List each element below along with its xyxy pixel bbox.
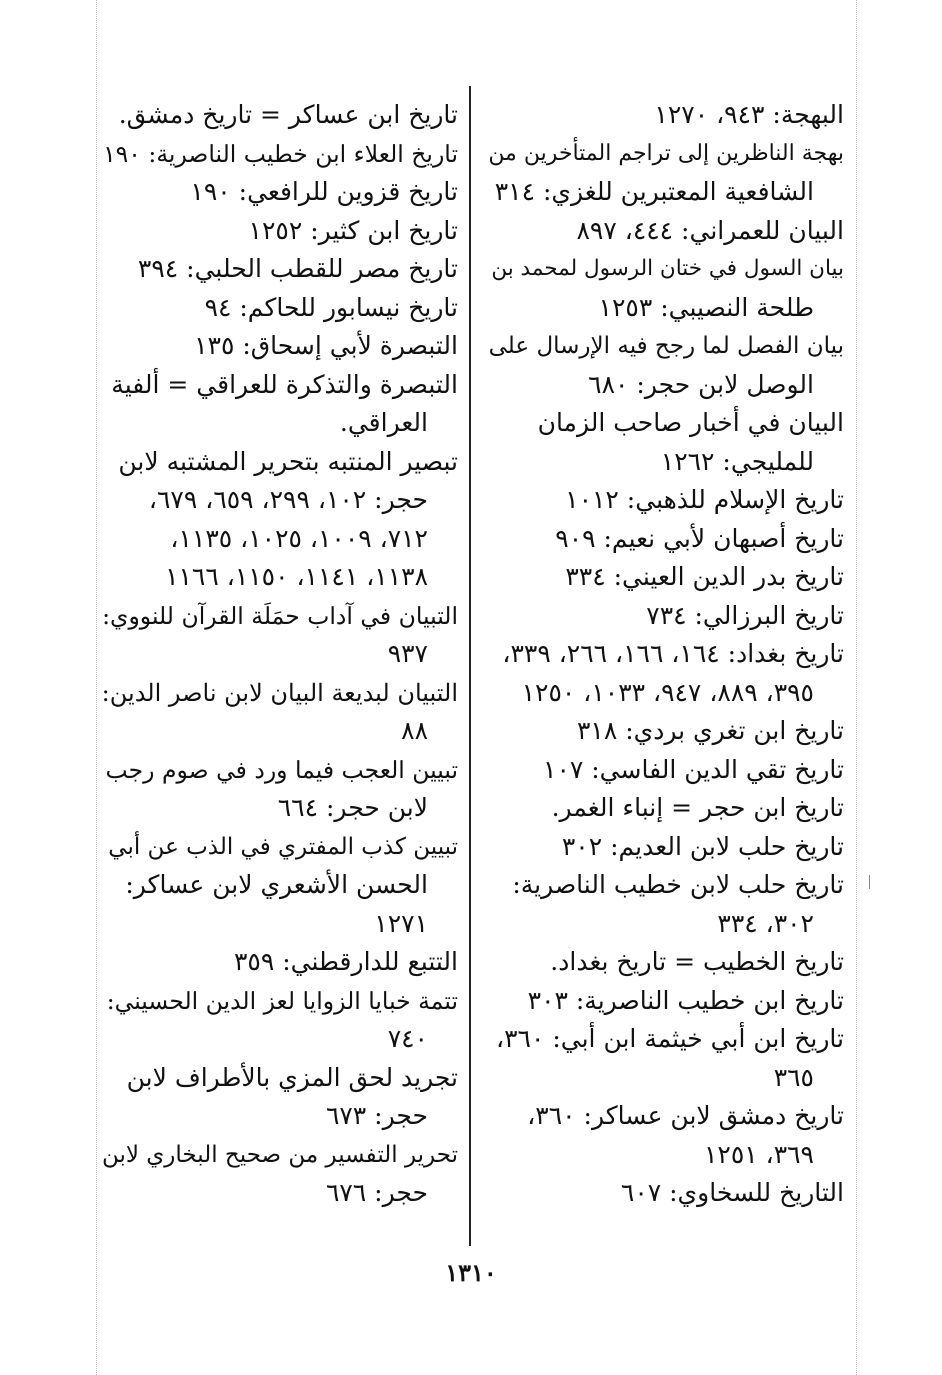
entry-continuation-line: ٩٣٧ [387,639,428,668]
column-divider [469,86,471,1246]
entry-line: تاريخ دمشق لابن عساكر: ٣٦٠، [527,1101,844,1130]
entry-continuation-line: ٣٦٥ [773,1062,814,1092]
index-entry [102,751,458,828]
entry-continuation-line: ٣٠٢، ٣٣٤ [717,908,814,938]
entry-line: البيان في أخبار صاحب الزمان [537,408,844,437]
entry-line: تاريخ مصر للقطب الحلبي: ٣٩٤ [137,254,458,283]
entry-line: التبصرة والتذكرة للعراقي = ألفية [111,369,458,399]
index-entry [486,828,844,867]
entry-continuation-line: ٣٩٥، ٨٨٩، ٩٤٧، ١٠٣٣، ١٢٥٠ [521,677,814,707]
entry-line: تاريخ البرزالي: ٧٣٤ [646,600,844,630]
index-entry [486,558,844,597]
index-entry [486,789,844,828]
index-entry [102,96,458,135]
entry-line: تبيين كذب المفتري في الذب عن أبي [108,833,458,860]
entry-line: تجريد لحق المزي بالأطراف لابن [126,1062,458,1092]
scan-dotted-line [856,0,857,1375]
index-entry [102,443,458,597]
margin-mark [869,875,870,889]
entry-line: تاريخ ابن خطيب الناصرية: ٣٠٣ [527,985,844,1015]
entry-line: التتبع للدارقطني: ٣٥٩ [234,947,458,976]
index-entry [102,173,458,212]
index-entry [486,982,844,1021]
entry-line: تاريخ حلب لابن العديم: ٣٠٢ [561,831,844,861]
entry-line: تاريخ ابن كثير: ١٢٥٢ [248,215,458,245]
entry-continuation-line: حجر: ٦٧٦ [325,1178,428,1207]
entry-line: بهجة الناظرين إلى تراجم المتأخرين من [488,140,844,166]
entry-line: تاريخ العلاء ابن خطيب الناصرية: ١٩٠ [103,139,458,168]
index-entry [486,520,844,559]
entry-line: تاريخ بغداد: ١٦٤، ١٦٦، ٢٦٦، ٣٣٩، [502,639,844,668]
entry-line: البهجة: ٩٤٣، ١٢٧٠ [654,100,844,129]
entry-line: بيان الفصل لما رجح فيه الإرسال على [488,333,844,359]
index-entry [486,866,844,943]
entry-line: تاريخ قزوين للرافعي: ١٩٠ [190,177,458,206]
index-entry [102,289,458,328]
entry-line: التاريخ للسخاوي: ٦٠٧ [620,1178,844,1207]
index-entry [486,96,844,135]
index-entry [102,250,458,289]
page-number: ١٣١٠ [445,1258,497,1287]
index-entry [486,712,844,751]
entry-line: تاريخ ابن تغري بردي: ٣١٨ [576,716,844,745]
entry-continuation-line: طلحة النصيبي: ١٢٥٣ [598,292,814,322]
index-entry [102,212,458,251]
index-entry [102,1059,458,1136]
index-column-left [102,96,458,1213]
entry-line: التبيان في آداب حمَلَة القرآن للنووي: [102,601,458,630]
index-entry [486,481,844,520]
entry-line: تاريخ ابن عساكر = تاريخ دمشق. [118,100,458,129]
entry-line: تاريخ الخطيب = تاريخ بغداد. [550,947,844,976]
entry-line: تبيين العجب فيما ورد في صوم رجب [105,755,458,784]
index-entry [102,674,458,751]
entry-continuation-line: الحسن الأشعري لابن عساكر: [125,870,428,899]
entry-line: تاريخ بدر الدين العيني: ٣٣٤ [565,562,844,591]
entry-line: تتمة خبايا الزوايا لعز الدين الحسيني: [106,986,458,1015]
entry-line: تبصير المنتبه بتحرير المشتبه لابن [118,446,458,476]
index-entry [102,1136,458,1213]
entry-continuation-line: لابن حجر: ٦٦٤ [277,793,428,822]
index-entry [102,366,458,443]
entry-line: التبيان لبديعة البيان لابن ناصر الدين: [101,678,458,707]
entry-continuation-line: ٨٨ [401,716,428,745]
index-entry [486,597,844,636]
entry-continuation-line: ١١٣٨، ١١٤١، ١١٥٠، ١١٦٦ [165,562,428,591]
index-entry [486,635,844,712]
entry-line: تاريخ نيسابور للحاكم: ٩٤ [204,292,458,322]
index-entry [486,1174,844,1213]
index-entry [102,982,458,1059]
entry-line: تاريخ حلب لابن خطيب الناصرية: [512,870,844,899]
entry-line: تاريخ ابن حجر = إنباء الغمر. [551,793,844,822]
index-entry [102,943,458,982]
index-entry [486,250,844,327]
scan-dotted-line [96,0,97,1375]
index-entry [486,1020,844,1097]
entry-line: تاريخ أصبهان لأبي نعيم: ٩٠٩ [555,523,844,553]
entry-line: التبصرة لأبي إسحاق: ١٣٥ [194,331,458,360]
index-entry [102,597,458,674]
entry-continuation-line: حجر: ٦٧٣ [325,1101,428,1130]
index-entry [486,1097,844,1174]
entry-continuation-line: العراقي. [339,408,428,437]
index-entry [102,828,458,944]
index-entry [102,327,458,366]
entry-line: تاريخ تقي الدين الفاسي: ١٠٧ [543,754,844,784]
index-entry [486,212,844,251]
index-entry [486,327,844,404]
entry-continuation-line: ٣٦٩، ١٢٥١ [703,1139,814,1169]
entry-continuation-line: الشافعية المعتبرين للغزي: ٣١٤ [494,177,814,206]
index-entry [486,404,844,481]
index-column-right [486,96,844,1213]
entry-line: تاريخ ابن أبي خيثمة ابن أبي: ٣٦٠، [496,1024,844,1053]
entry-continuation-line: ١٢٧١ [374,908,428,938]
index-entry [486,751,844,790]
entry-line: تاريخ الإسلام للذهبي: ١٠١٢ [565,485,844,514]
entry-continuation-line: ٧١٢، ١٠٠٩، ١٠٢٥، ١١٣٥، [170,523,428,553]
entry-line: تحرير التفسير من صحيح البخاري لابن [101,1141,458,1168]
entry-continuation-line: للمليجي: ١٢٦٢ [660,446,814,476]
index-entry [486,943,844,982]
entry-continuation-line: الوصل لابن حجر: ٦٨٠ [588,369,814,399]
entry-continuation-line: ٧٤٠ [387,1024,428,1053]
entry-line: البيان للعمراني: ٤٤٤، ٨٩٧ [576,215,844,245]
entry-line: بيان السول في ختان الرسول لمحمد بن [491,256,844,281]
index-entry [486,135,844,212]
index-entry [102,135,458,174]
entry-continuation-line: حجر: ١٠٢، ٢٩٩، ٦٥٩، ٦٧٩، [148,485,428,514]
